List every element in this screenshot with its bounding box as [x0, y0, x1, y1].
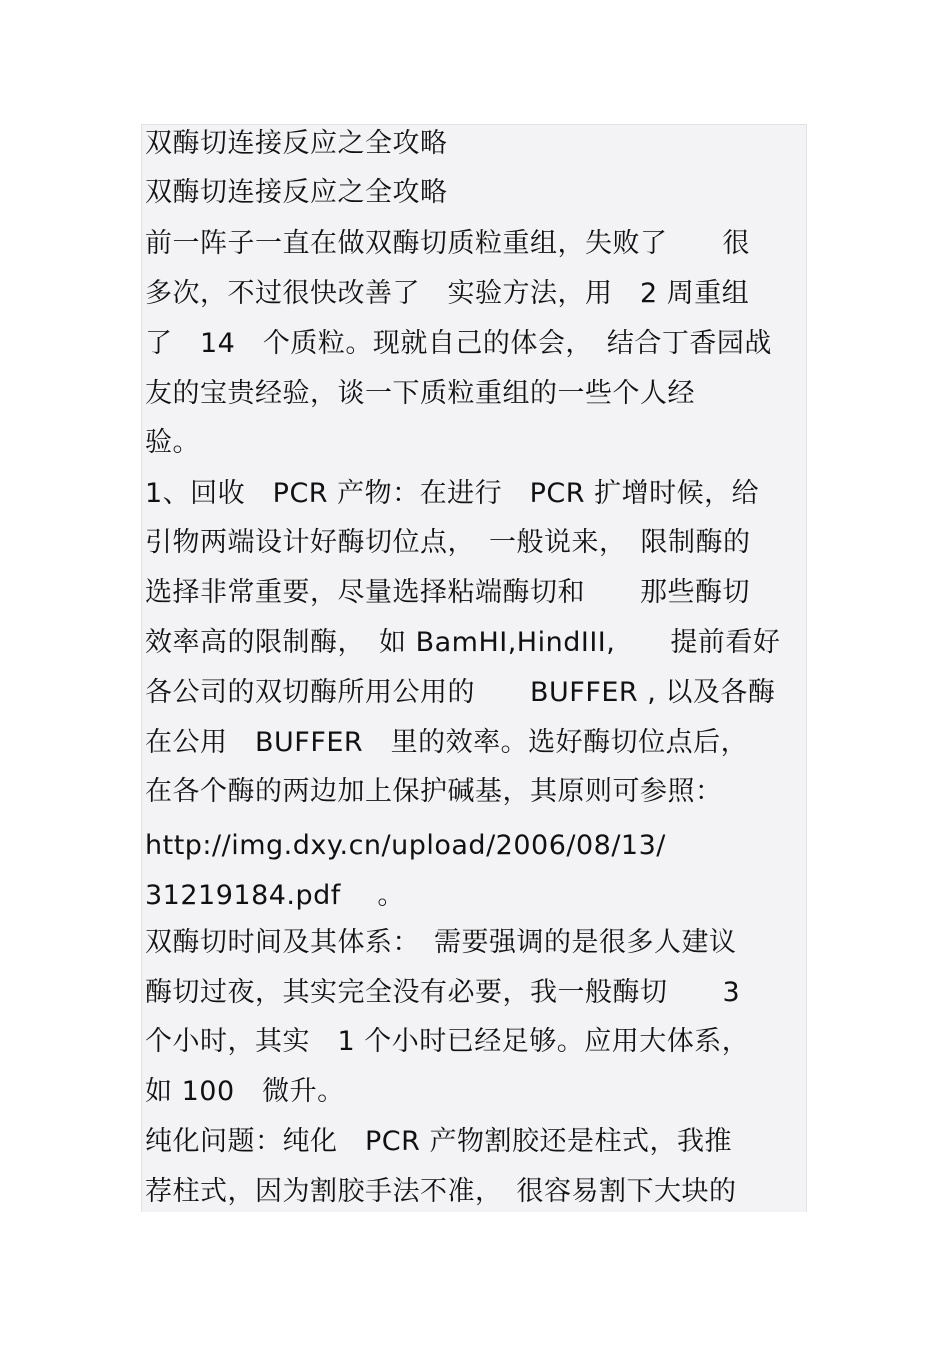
paragraph-line: 在各个酶的两边加上保护碱基，其原则可参照：: [145, 776, 723, 807]
reference-link-tail: 31219184.pdf 。: [145, 880, 405, 911]
paragraph-line: 荐柱式，因为割胶手法不准， 很容易割下大块的: [145, 1176, 737, 1207]
paragraph-line: 个小时，其实 1 个小时已经足够。应用大体系，: [145, 1026, 750, 1057]
paragraph-line: 双酶切时间及其体系： 需要强调的是很多人建议: [145, 927, 737, 958]
paragraph-line: 1、回收 PCR 产物：在进行 PCR 扩增时候，给: [145, 478, 760, 509]
paragraph-line: 了 14 个质粒。现就自己的体会， 结合丁香园战: [145, 328, 772, 359]
paragraph-line: 选择非常重要，尽量选择粘端酶切和 那些酶切: [145, 577, 750, 608]
paragraph-line: 前一阵子一直在做双酶切质粒重组，失败了 很: [145, 228, 750, 259]
paragraph-line: 效率高的限制酶， 如 BamHI,HindIII, 提前看好: [145, 627, 781, 658]
paragraph-line: 友的宝贵经验，谈一下质粒重组的一些个人经: [145, 378, 695, 409]
paragraph-line: 如 100 微升。: [145, 1076, 345, 1107]
paragraph-line: 各公司的双切酶所用公用的 BUFFER , 以及各酶: [145, 677, 776, 708]
paragraph-line: 引物两端设计好酶切位点， 一般说来， 限制酶的: [145, 527, 751, 558]
paragraph-line: 纯化问题：纯化 PCR 产物割胶还是柱式，我推: [145, 1126, 732, 1157]
document-title: 双酶切连接反应之全攻略: [145, 128, 448, 159]
paragraph-line: 酶切过夜，其实完全没有必要，我一般酶切 3: [145, 977, 741, 1008]
paragraph-line: 在公用 BUFFER 里的效率。选好酶切位点后，: [145, 727, 749, 758]
paragraph-line: 验。: [145, 427, 200, 458]
document-heading: 双酶切连接反应之全攻略: [145, 177, 448, 208]
reference-link[interactable]: http://img.dxy.cn/upload/2006/08/13/: [145, 830, 666, 861]
document-page: [141, 124, 807, 1212]
paragraph-line: 多次，不过很快改善了 实验方法，用 2 周重组: [145, 278, 750, 309]
